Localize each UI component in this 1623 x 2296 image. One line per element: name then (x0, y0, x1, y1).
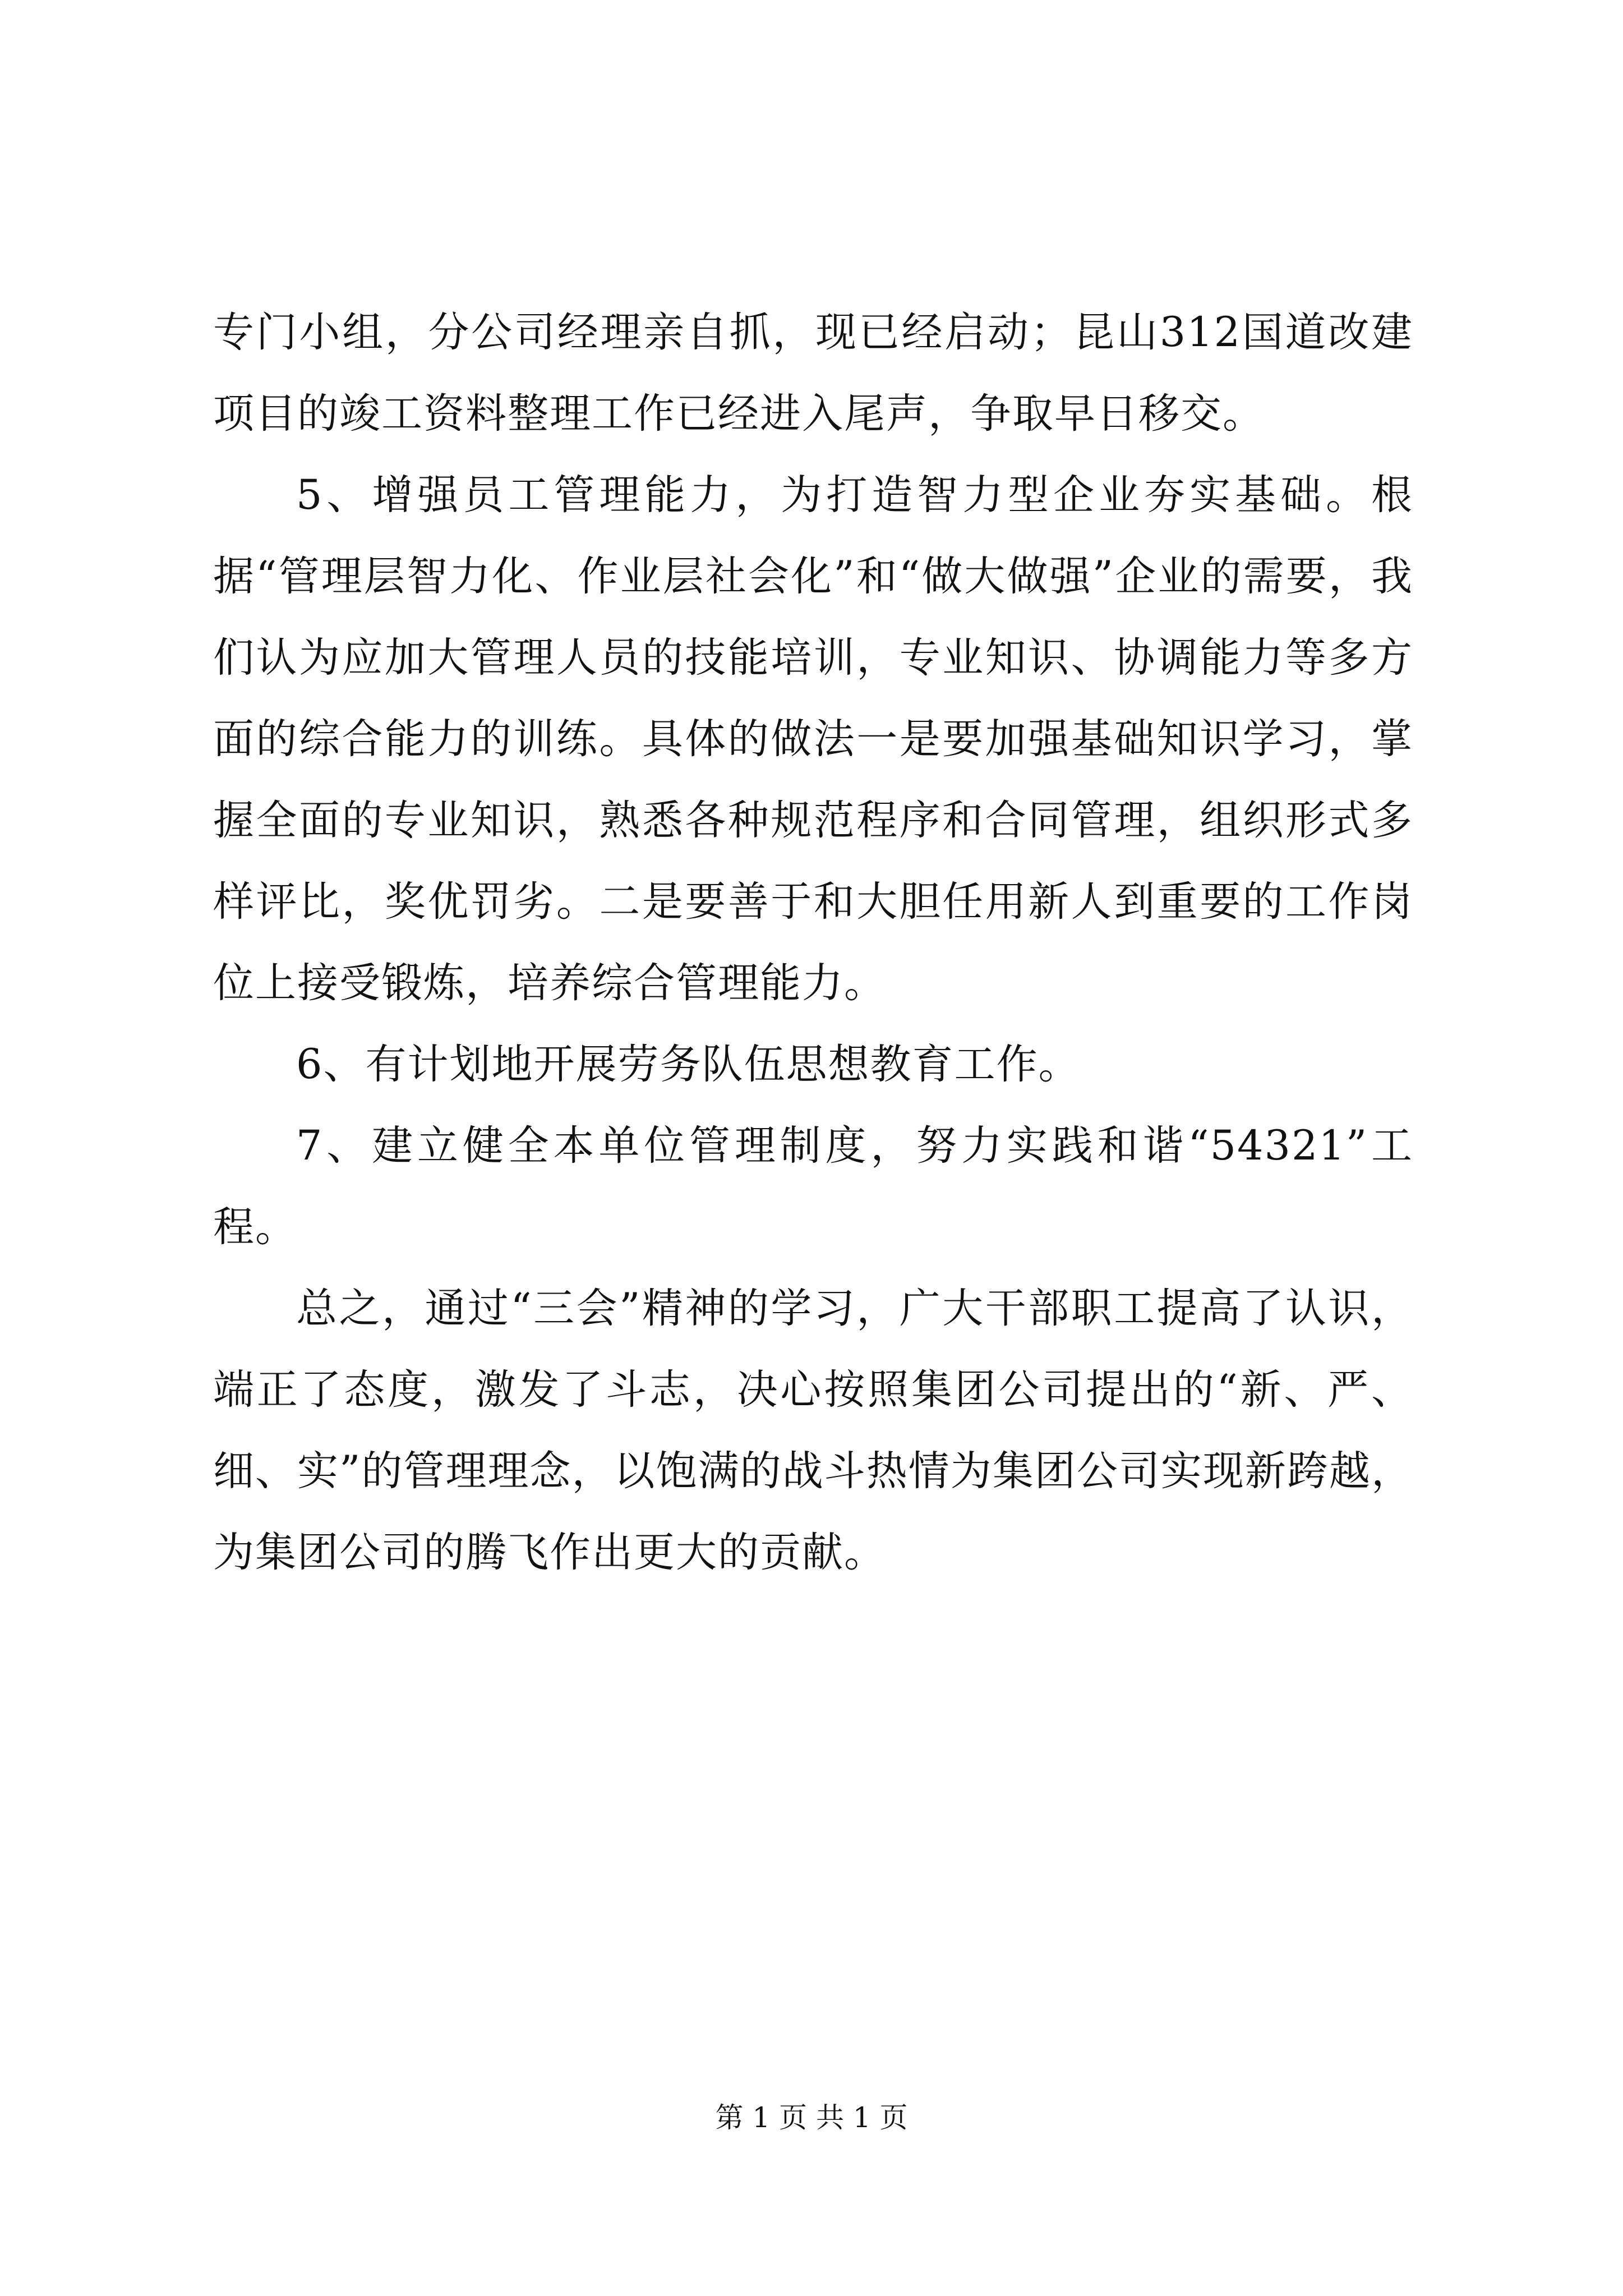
paragraph-item-5: 5、增强员工管理能力，为打造智力型企业夯实基础。根据“管理层智力化、作业层社会化”和“做大做强”企业的需要，我们认为应加大管理人员的技能培训，专业知识、协调能力等多方面的综合能力的训练。具体的做法一是要加强基础知识学习，掌握全面的专业知识，熟悉各种规范程序和合同管理，组织形式多样评比，奖优罚劣。二是要善于和大胆任用新人到重要的工作岗位上接受锻炼，培养综合管理能力。 (213, 471, 1413, 1007)
paragraph-conclusion: 总之，通过“三会”精神的学习，广大干部职工提高了认识，端正了态度，激发了斗志，决心按照集团公司提出的“新、严、细、实”的管理理念，以饱满的战斗热情为集团公司实现新跨越，为集团公司的腾飞作出更大的贡献。 (213, 1285, 1413, 1576)
paragraph-item-6: 6、有计划地开展劳务队伍思想教育工作。 (296, 1041, 1081, 1088)
page-footer: 第 1 页 共 1 页 (715, 2101, 908, 2134)
document-body (213, 292, 1413, 1593)
paragraph-continuation: 专门小组，分公司经理亲自抓，现已经启动；昆山312国道改建项目的竣工资料整理工作已经进入尾声，争取早日移交。 (213, 309, 1413, 438)
paragraph-item-7: 7、建立健全本单位管理制度，努力实践和谐“54321”工程。 (213, 1122, 1413, 1251)
